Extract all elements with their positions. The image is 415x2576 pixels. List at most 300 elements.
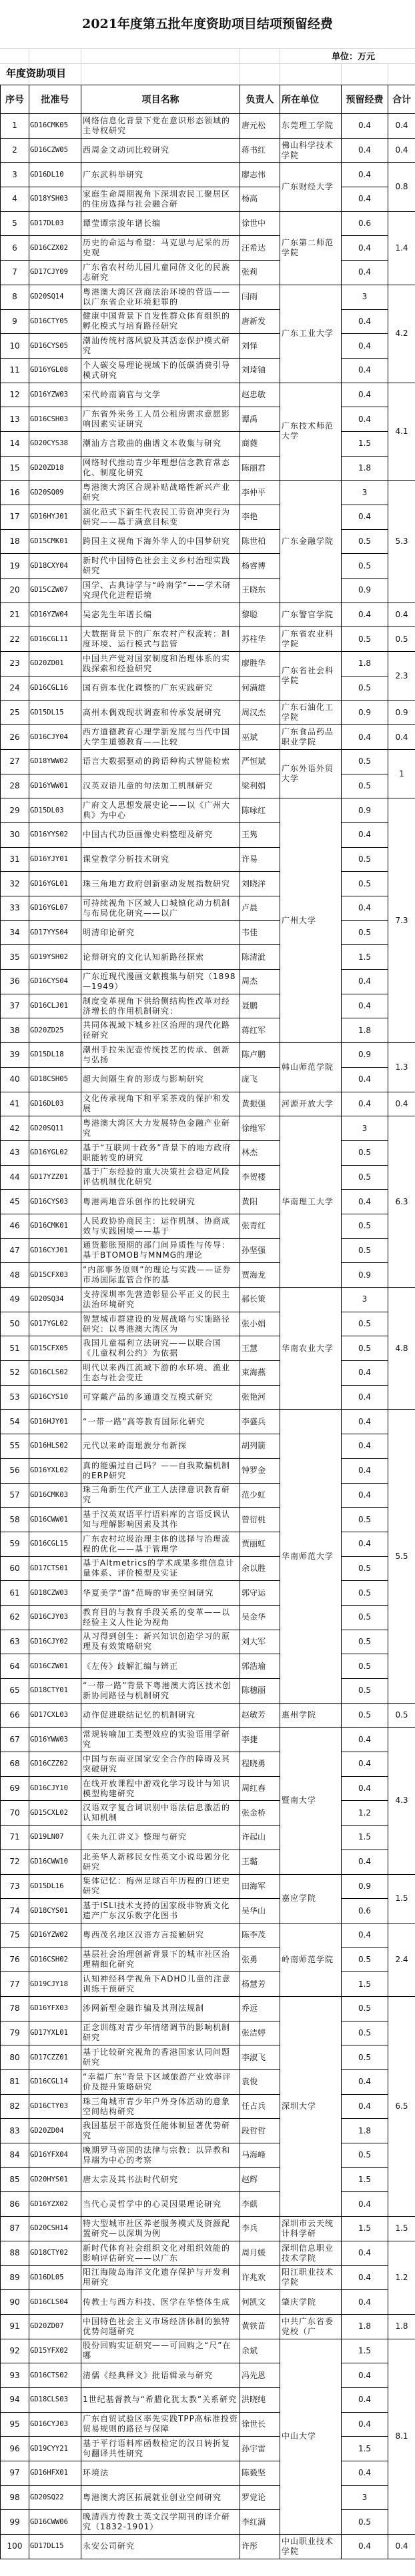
project-name-cell (81, 431, 240, 456)
table-body (1, 114, 415, 2559)
reserve-amount: 0.4 (342, 725, 388, 750)
reserve-amount: 0.4 (342, 236, 388, 261)
project-name: 认知神经科学视角下ADHD儿童的注意训练干预研究 (83, 1974, 231, 1994)
project-name-cell (81, 2167, 240, 2192)
project-name: 清儒《经典释文》批语辑录与研究 (83, 2370, 214, 2380)
project-name-cell (81, 2119, 240, 2143)
project-name-cell (81, 1630, 240, 1654)
approval-code: GD16CMK03 (29, 1483, 81, 1508)
project-name: 唐太宗及其书法时代研究 (83, 2175, 179, 2185)
institution-cell (280, 2217, 342, 2241)
project-name-cell (81, 2363, 240, 2388)
reserve-amount: 0.4 (342, 2265, 388, 2290)
group-total: 7.3 (388, 798, 415, 1043)
project-name-cell (81, 236, 240, 261)
project-name-cell (81, 1361, 240, 1386)
reserve-amount: 0.5 (342, 1947, 388, 1972)
row-index: 12 (1, 383, 29, 407)
table-row (1, 2119, 415, 2143)
row-index: 98 (1, 2485, 29, 2510)
table-row (1, 579, 415, 603)
approval-code: GD17DL15 (29, 2535, 81, 2559)
project-name: 基于Altmetrics的学术成果多维信息计量体系、评价模型及实证 (83, 1558, 235, 1578)
project-name-cell (81, 627, 240, 652)
project-name-cell (81, 2143, 240, 2168)
row-index: 88 (1, 2241, 29, 2265)
project-name-cell (81, 2265, 240, 2290)
group-total: 4.2 (388, 285, 415, 383)
table-row (1, 358, 415, 383)
institution-cell (280, 2241, 342, 2265)
unit-row (0, 48, 415, 64)
reserve-amount: 0.4 (342, 2387, 388, 2412)
table-row (1, 2510, 415, 2535)
project-leader: 张洁婷 (240, 2021, 280, 2045)
row-index: 11 (1, 358, 29, 383)
project-name-cell (81, 1190, 240, 1214)
group-total: 0.4 (388, 1092, 415, 1116)
reserve-amount: 0.5 (342, 1214, 388, 1238)
institution: 佛山科学技术学院 (282, 140, 334, 160)
approval-code: GD16CZZ02 (29, 1752, 81, 1777)
project-name: 基于平行语料库函数检定的汉日转折复句翻译共性研究 (83, 2439, 231, 2459)
row-index: 47 (1, 1238, 29, 1263)
row-index: 3 (1, 163, 29, 187)
project-name-cell (81, 407, 240, 432)
approval-code: GD16DL10 (29, 163, 81, 187)
project-name-cell (81, 138, 240, 163)
group-total: 0.4 (388, 725, 415, 750)
project-name-cell (81, 2412, 240, 2437)
row-index: 80 (1, 2045, 29, 2070)
project-leader: 苏柱华 (240, 627, 280, 652)
project-name-cell (81, 505, 240, 530)
reserve-amount: 0.5 (342, 1581, 388, 1606)
table-row (1, 1312, 415, 1336)
project-name-cell (81, 211, 240, 236)
project-leader: 何凯文 (240, 2290, 280, 2315)
table-row (1, 163, 415, 187)
project-name-cell (81, 456, 240, 481)
row-index: 92 (1, 2339, 29, 2363)
reserve-amount: 0.9 (342, 1263, 388, 1288)
approval-code: GD16CYS05 (29, 334, 81, 359)
project-name: 论辩研究的文化认知新路径探索 (83, 952, 205, 962)
project-leader: 陈清泚 (240, 945, 280, 970)
project-name: 基于汉英双语平行语料库的言语反讽认知与理解影响因素及其作 (83, 1510, 231, 1530)
project-name: 我国基层干部选贤任能体制显著优势研究 (83, 2121, 231, 2141)
reserve-amount: 0.5 (342, 1508, 388, 1532)
reserve-amount: 0.4 (342, 2241, 388, 2265)
project-leader: 唐新发 (240, 309, 280, 334)
project-name: 家庭生命周期视角下深圳农民工聚居区的住房选择与社会融合研 (83, 189, 231, 209)
page-title: 2021年度第五批年度资助项目结项预留经费 (0, 0, 415, 49)
project-name: 基于比较研究视角的香港国家认同问题研究 (83, 2047, 231, 2067)
reserve-amount: 0.4 (342, 114, 388, 139)
project-name: 国学、古典诗学与“岭南学”——学术研究现代化进程语境 (83, 580, 232, 600)
project-name-cell (81, 579, 240, 603)
approval-code: GD18YSH03 (29, 187, 81, 212)
project-name-cell (81, 2045, 240, 2070)
reserve-amount: 1.8 (342, 2314, 388, 2339)
approval-code: GD16CYS10 (29, 1385, 81, 1410)
project-name-cell (81, 676, 240, 700)
table-row (1, 1703, 415, 1728)
project-name-cell (81, 1483, 240, 1508)
row-index: 16 (1, 481, 29, 505)
project-name: 从习得到创生：新兴知识创造学习的原理及有效策略研究 (83, 1632, 231, 1652)
approval-code: GD15DL15 (29, 700, 81, 725)
table-row (1, 2265, 415, 2290)
project-leader: 周月媛 (240, 2241, 280, 2265)
project-name-cell (81, 1972, 240, 1997)
project-name-cell (81, 1923, 240, 1947)
approval-code: GD16YZX02 (29, 2192, 81, 2217)
project-name-cell (81, 2290, 240, 2315)
reserve-amount: 0.4 (342, 1923, 388, 1947)
project-leader: 王隽 (240, 822, 280, 847)
project-name: 健康中国背景下自发性群众体育组织的孵化模式与培育路径研究 (83, 311, 231, 331)
approval-code: GD16YYS02 (29, 822, 81, 847)
group-total: 1 (388, 749, 415, 798)
approval-code: GD16CTY05 (29, 309, 81, 334)
approval-code: GD20ZD04 (29, 2119, 81, 2143)
project-name-cell (81, 847, 240, 872)
approval-code: GD19CJY18 (29, 1972, 81, 1997)
project-name: 吴宓先生年谱长编 (83, 610, 153, 620)
group-total: 8.1 (388, 2339, 415, 2535)
institution: 华南师范大学 (282, 1551, 334, 1561)
institution-cell (280, 749, 342, 798)
project-leader: 杨慧芳 (240, 1972, 280, 1997)
group-total: 1.5 (388, 1874, 415, 1923)
reserve-amount: 0.5 (342, 1605, 388, 1630)
row-index: 72 (1, 1850, 29, 1874)
project-leader: 张金桥 (240, 1801, 280, 1826)
project-name: “内部事务原则”的理论与实践——证券市场国际监管合作的基 (83, 1265, 232, 1285)
row-index: 21 (1, 603, 29, 627)
project-leader: 陈卢鹏 (240, 1043, 280, 1068)
table-row (1, 627, 415, 652)
project-leader: 商蕤 (240, 431, 280, 456)
approval-code: GD15CFX03 (29, 1263, 81, 1288)
project-name-cell (81, 1018, 240, 1043)
row-index: 15 (1, 456, 29, 481)
approval-code: GD16YFX04 (29, 2143, 81, 2168)
row-index: 61 (1, 1581, 29, 1606)
reserve-amount: 0.9 (342, 1874, 388, 1899)
row-index: 50 (1, 1312, 29, 1336)
table-row (1, 1434, 415, 1459)
table-row (1, 1092, 415, 1116)
project-leader: 何满雄 (240, 676, 280, 700)
table-row (1, 847, 415, 872)
group-total: 1.2 (388, 2241, 415, 2314)
approval-code: GD20SQ22 (29, 2485, 81, 2510)
row-index: 56 (1, 1458, 29, 1483)
table-row (1, 822, 415, 847)
project-name: 可穿戴产品的多通道交互模式研究 (83, 1392, 214, 1402)
table-row (1, 1996, 415, 2021)
institution: 广东石油化工学院 (282, 702, 334, 722)
project-name: 1世纪基督教与“希腊化犹太教”关系研究 (83, 2395, 238, 2405)
project-leader: 许兆欢 (240, 2265, 280, 2290)
row-index: 29 (1, 798, 29, 823)
institution: 广东食品药品职业学院 (282, 727, 334, 747)
project-leader: 吴华山 (240, 1899, 280, 1924)
row-index: 25 (1, 700, 29, 725)
col-header-index: 序号 (1, 85, 29, 114)
project-name-cell (81, 2461, 240, 2486)
approval-code: GD17YYS04 (29, 920, 81, 945)
project-leader: 范少虹 (240, 1483, 280, 1508)
reserve-amount: 0.5 (342, 627, 388, 652)
row-index: 22 (1, 627, 29, 652)
group-total: 0.8 (388, 163, 415, 211)
project-name: 汉英双语儿童的句法加工机制研究 (83, 780, 214, 790)
project-name: 广东近现代漫画文献搜集与研究（1898—1949） (83, 971, 236, 991)
table-row (1, 1410, 415, 1434)
project-name: 北美华人新移民女性英文小说母题分化研究 (83, 1852, 231, 1872)
project-name-cell (81, 2192, 240, 2217)
table-row (1, 2314, 415, 2339)
project-leader: 杨睿博 (240, 554, 280, 579)
reserve-amount: 0.4 (342, 1458, 388, 1483)
approval-code: GD16CWW06 (29, 2510, 81, 2535)
table-row (1, 383, 415, 407)
table-row (1, 2070, 415, 2095)
institution: 中共广东省委党校（广 (282, 2316, 334, 2336)
project-name-cell (81, 652, 240, 676)
institution-cell (280, 1996, 342, 2216)
reserve-amount: 3 (342, 1288, 388, 1312)
row-index: 87 (1, 2217, 29, 2241)
institution: 惠州学院 (282, 1710, 317, 1720)
table-row (1, 529, 415, 554)
row-index: 90 (1, 2290, 29, 2315)
approval-code: GD15CMK01 (29, 529, 81, 554)
project-leader: 韦佳 (240, 920, 280, 945)
row-index: 73 (1, 1874, 29, 1899)
project-name: 我国儿童福利立法研究——以联合国《儿童权利公约》为依据 (83, 1338, 222, 1358)
project-name: 演化范式下新生代农民工劳资冲突行为研究——基于满意目标变 (83, 507, 231, 527)
institution-cell (280, 1116, 342, 1288)
row-index: 13 (1, 407, 29, 432)
project-name: 历史的命运与希望：马克思与尼采的历史观 (83, 238, 231, 258)
project-name: “一带一路”背景下粤港澳大湾区技术创新协同路径与机制研究 (83, 1680, 232, 1700)
project-name: 汉语双字复合词识别中语法信息激活的认知机制 (83, 1803, 231, 1823)
row-index: 44 (1, 1165, 29, 1190)
project-name-cell (81, 2510, 240, 2535)
group-total: 1.5 (388, 2217, 415, 2241)
project-name-cell (81, 1410, 240, 1434)
project-name-cell (81, 1874, 240, 1899)
project-leader: 孙坚强 (240, 1238, 280, 1263)
row-index: 60 (1, 1556, 29, 1581)
project-name: 环境法 (83, 2468, 109, 2478)
row-index: 70 (1, 1801, 29, 1826)
project-name-cell (81, 994, 240, 1018)
row-index: 28 (1, 774, 29, 798)
approval-code: GD18CXY04 (29, 554, 81, 579)
project-name: 大数据背景下的广东农村产权流转：制度环境、运行模式与监管 (83, 629, 231, 649)
reserve-amount: 0.9 (342, 579, 388, 603)
approval-code: GD20SQ09 (29, 481, 81, 505)
table-row (1, 700, 415, 725)
institution: 广东技术师范大学 (282, 421, 334, 441)
header-row (1, 85, 415, 114)
approval-code: GD17YXL01 (29, 2021, 81, 2045)
col-header-total: 合计 (388, 85, 415, 114)
table-row (1, 1288, 415, 1312)
project-name: 基于广东经验的重大决策社会稳定风险评估机制优化研究 (83, 1167, 231, 1187)
table-row (1, 1067, 415, 1092)
project-leader: 徐世长 (240, 2412, 280, 2437)
project-name: 西周金文动词比较研究 (83, 145, 170, 155)
section-label: 年度资助项目 (6, 67, 67, 79)
institution-cell (280, 2265, 342, 2290)
project-leader: 李蕻 (240, 2192, 280, 2217)
reserve-amount: 0.4 (342, 1190, 388, 1214)
institution-cell (280, 1874, 342, 1923)
row-index: 79 (1, 2021, 29, 2045)
table-row (1, 481, 415, 505)
reserve-amount: 0.4 (342, 163, 388, 187)
table-row (1, 774, 415, 798)
table-row (1, 970, 415, 994)
project-leader: 李艳 (240, 505, 280, 530)
project-name: 珠三角新生代产业工人法律意识教育研究 (83, 1485, 231, 1505)
table-row (1, 2461, 415, 2486)
project-leader: 陈毅坚 (240, 2461, 280, 2486)
approval-code: GD16YJY01 (29, 847, 81, 872)
approval-code: GD15DL03 (29, 798, 81, 823)
table-row (1, 2437, 415, 2461)
institution-cell (280, 603, 342, 627)
row-index: 19 (1, 554, 29, 579)
project-leader: 袁俊 (240, 2070, 280, 2095)
institution-cell (280, 481, 342, 603)
project-name-cell (81, 1654, 240, 1679)
table-row (1, 138, 415, 163)
col-header-leader: 负责人 (240, 85, 280, 114)
table-row (1, 725, 415, 750)
table-row (1, 2217, 415, 2241)
table-row (1, 1776, 415, 1801)
project-name-cell (81, 1728, 240, 1752)
reserve-amount: 0.5 (342, 749, 388, 774)
table-row (1, 1214, 415, 1238)
reserve-amount: 0.4 (342, 358, 388, 383)
row-index: 64 (1, 1654, 29, 1679)
project-name-cell (81, 1043, 240, 1068)
table-row (1, 1679, 415, 1704)
project-name: 教育目的与教育手段关系的变革——以经验主义人性论为视角 (83, 1607, 231, 1627)
approval-code: GD16CJY04 (29, 725, 81, 750)
approval-code: GD16CZW01 (29, 1654, 81, 1679)
reserve-amount: 1.8 (342, 2119, 388, 2143)
table-row (1, 1018, 415, 1043)
project-name-cell (81, 2387, 240, 2412)
row-index: 31 (1, 847, 29, 872)
reserve-amount: 0.5 (342, 2510, 388, 2535)
approval-code: GD16HYJ01 (29, 505, 81, 530)
table-row (1, 896, 415, 921)
institution: 岭南师范学院 (282, 1954, 334, 1964)
approval-code: GD17CTS01 (29, 1556, 81, 1581)
reserve-amount: 0.5 (342, 1312, 388, 1336)
reserve-amount: 0.4 (342, 896, 388, 921)
reserve-amount: 0.4 (342, 187, 388, 212)
table-row (1, 456, 415, 481)
table-row (1, 872, 415, 896)
project-leader: 王慧 (240, 1336, 280, 1361)
table-row (1, 1654, 415, 1679)
reserve-amount: 1.5 (342, 2217, 388, 2241)
approval-code: GD16CSH03 (29, 407, 81, 432)
approval-code: GD16CJY02 (29, 1630, 81, 1654)
project-leader: 曾衍桃 (240, 1508, 280, 1532)
institution: 深圳市云天统计科学研 (282, 2218, 334, 2238)
table-row (1, 2241, 415, 2265)
row-index: 30 (1, 822, 29, 847)
table-row (1, 1140, 415, 1165)
project-name: 粤港两地音乐创作的比较研究 (83, 1196, 196, 1206)
reserve-amount: 3 (342, 481, 388, 505)
table-row (1, 1972, 415, 1997)
table-row (1, 1116, 415, 1141)
project-name: 《左传》歧解汇编与辨正 (83, 1661, 179, 1671)
reserve-amount: 0.4 (342, 2192, 388, 2217)
table-row (1, 676, 415, 700)
approval-code: GD16CMK05 (29, 114, 81, 139)
project-name-cell (81, 1605, 240, 1630)
project-name-cell (81, 1165, 240, 1190)
approval-code: GD19LN07 (29, 1826, 81, 1850)
project-name-cell (81, 481, 240, 505)
row-index: 82 (1, 2094, 29, 2119)
row-index: 9 (1, 309, 29, 334)
approval-code: GD16CWW01 (29, 1508, 81, 1532)
project-leader: 郭浩瑜 (240, 1654, 280, 1679)
approval-code: GD16YZW02 (29, 1923, 81, 1947)
reserve-amount: 0.4 (342, 407, 388, 432)
row-index: 66 (1, 1703, 29, 1728)
institution-cell (280, 383, 342, 481)
project-leader: 陈丽君 (240, 456, 280, 481)
approval-code: GD16CSH02 (29, 1947, 81, 1972)
institution-cell (280, 652, 342, 700)
project-name-cell (81, 1214, 240, 1238)
project-name: 明代以来西江流域下游的水环境、渔业生态与社会变迁 (83, 1362, 231, 1382)
project-leader: 闫雨 (240, 285, 280, 309)
reserve-amount: 1.2 (342, 1801, 388, 1826)
project-name-cell (81, 2070, 240, 2095)
project-name-cell (81, 1385, 240, 1410)
reserve-amount: 0.4 (342, 138, 388, 163)
group-total: 1.8 (388, 2314, 415, 2339)
table-row (1, 1263, 415, 1288)
reserve-amount: 0.6 (342, 1899, 388, 1924)
approval-code: GD16DL03 (29, 1092, 81, 1116)
table-row (1, 407, 415, 432)
project-leader: 余斌 (240, 2339, 280, 2363)
reserve-amount: 0.5 (342, 1654, 388, 1679)
project-name: 谭莹谭宗浚年谱长编 (83, 219, 161, 229)
approval-code: GD16YGL02 (29, 1140, 81, 1165)
approval-code: GD20ZD18 (29, 456, 81, 481)
table-row (1, 431, 415, 456)
